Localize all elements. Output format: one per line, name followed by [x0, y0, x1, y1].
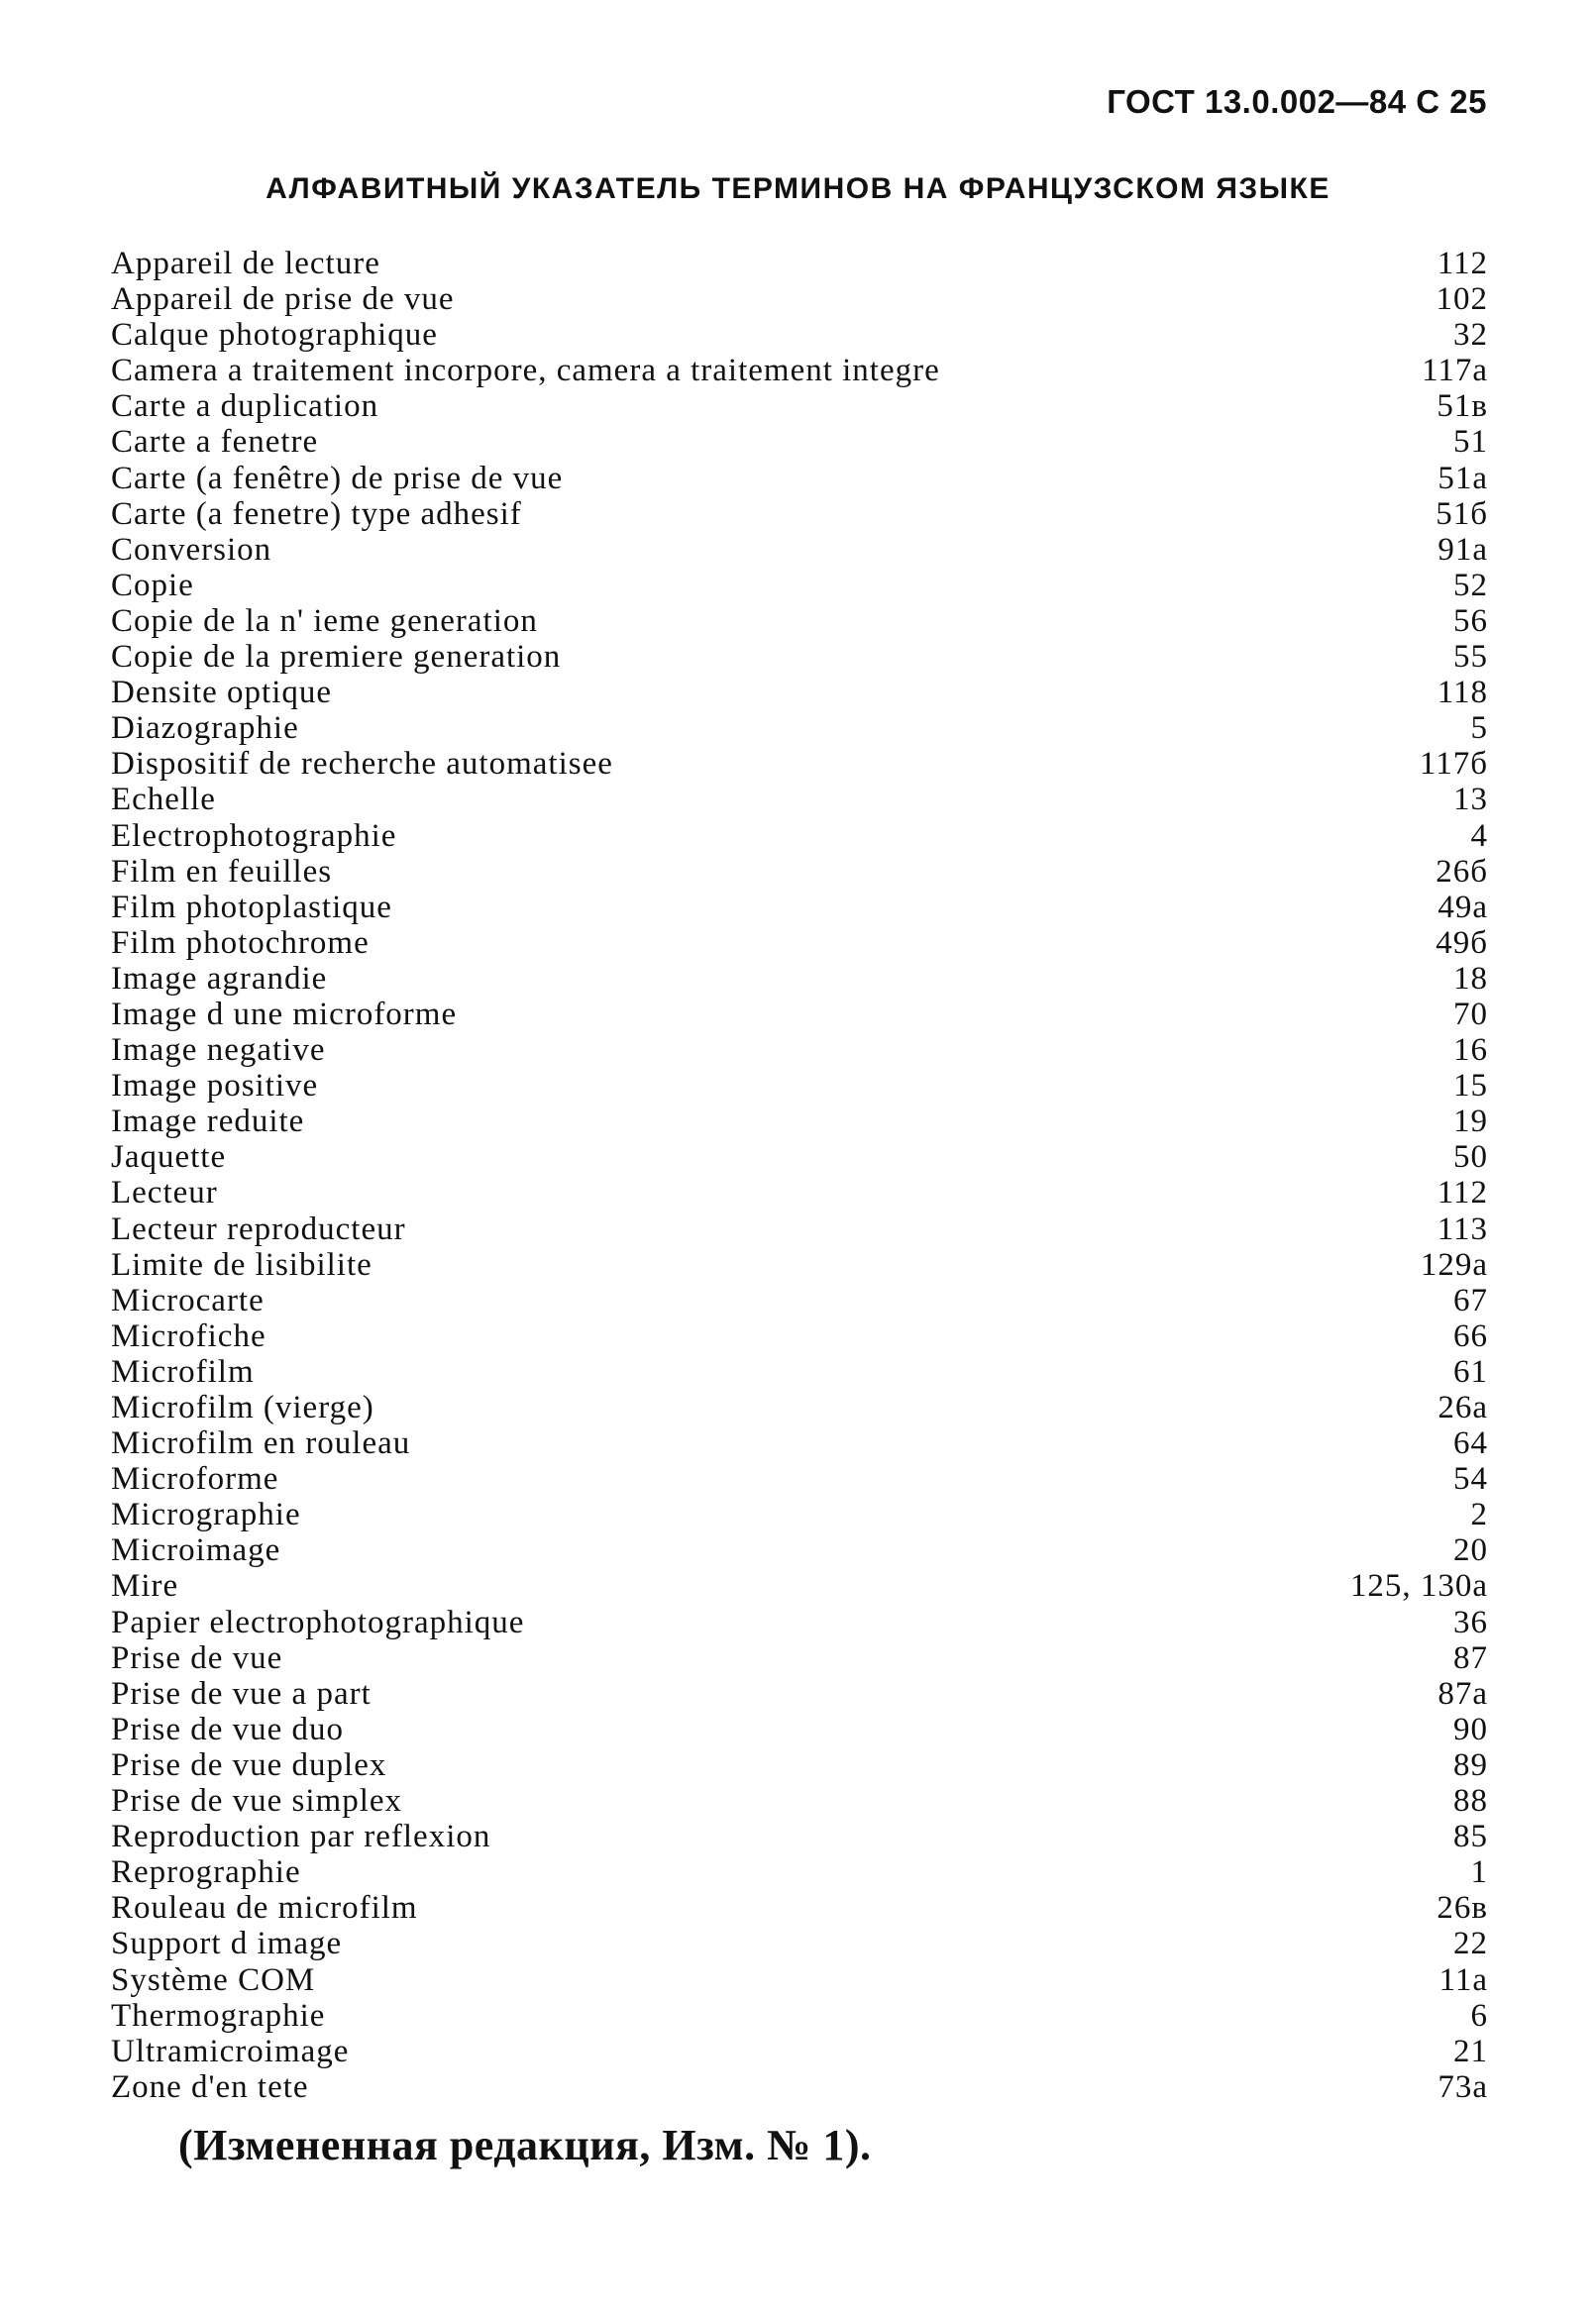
index-entry — [111, 246, 1488, 281]
index-entry — [111, 961, 1488, 997]
index-term-number: 51б — [1436, 495, 1488, 532]
page-header-standard-ref: ГОСТ 13.0.002—84 С 25 — [1107, 83, 1487, 120]
index-term-number: 16 — [1453, 1032, 1488, 1069]
index-term: Copie — [111, 567, 194, 603]
index-term-number: 113 — [1436, 1211, 1488, 1247]
index-term-number: 87 — [1453, 1639, 1488, 1676]
index-term: Micrographie — [111, 1497, 301, 1533]
index-term: Image positive — [111, 1068, 319, 1105]
index-term-number: 15 — [1453, 1068, 1488, 1105]
index-term: Copie de la premiere generation — [111, 639, 562, 676]
index-term-number: 88 — [1453, 1783, 1488, 1820]
index-term-number: 117a — [1422, 353, 1488, 389]
index-entry — [111, 782, 1488, 817]
index-term: Image agrandie — [111, 960, 328, 997]
index-term-number: 117б — [1419, 746, 1488, 783]
index-term-number: 5 — [1470, 710, 1488, 747]
index-term: Support d image — [111, 1926, 343, 1962]
index-entry — [111, 1747, 1488, 1783]
index-entry — [111, 1318, 1488, 1354]
index-term-number: 125, 130a — [1349, 1568, 1488, 1605]
index-entry — [111, 639, 1488, 675]
index-entry — [111, 1926, 1488, 1961]
index-entry — [111, 2034, 1488, 2069]
index-term: Film en feuilles — [111, 853, 333, 890]
index-entry — [111, 1104, 1488, 1139]
index-title: АЛФАВИТНЫЙ УКАЗАТЕЛЬ ТЕРМИНОВ НА ФРАНЦУЗСКОМ ЯЗЫКЕ — [266, 172, 1330, 205]
index-term-number: 4 — [1470, 817, 1488, 854]
index-term: Prise de vue duo — [111, 1711, 345, 1747]
index-term-number: 67 — [1453, 1282, 1488, 1318]
index-term-number: 22 — [1453, 1926, 1488, 1962]
index-term-number: 56 — [1453, 602, 1488, 639]
index-term-number: 61 — [1453, 1353, 1488, 1390]
index-term: Diazographie — [111, 710, 299, 747]
index-term-number: 51в — [1436, 388, 1488, 425]
index-term: Microfilm — [111, 1353, 255, 1390]
index-term: Film photoplastique — [111, 889, 392, 925]
index-entry — [111, 353, 1488, 388]
index-term-number: 50 — [1453, 1139, 1488, 1176]
index-entry — [111, 532, 1488, 568]
index-term: Prise de vue duplex — [111, 1746, 387, 1783]
index-term-number: 73a — [1437, 2068, 1488, 2105]
index-term: Image negative — [111, 1032, 326, 1069]
index-entry — [111, 568, 1488, 603]
index-term-number: 6 — [1470, 1997, 1488, 2034]
index-term-number: 66 — [1453, 1317, 1488, 1354]
index-term-number: 13 — [1453, 782, 1488, 818]
index-term-number: 112 — [1436, 246, 1488, 281]
revision-note: (Измененная редакция, Изм. № 1). — [178, 2121, 872, 2169]
index-term-number: 51 — [1453, 424, 1488, 461]
index-term: Echelle — [111, 782, 216, 818]
index-term-number: 49б — [1436, 924, 1488, 961]
index-term: Carte a fenetre — [111, 424, 319, 461]
index-term-number: 102 — [1436, 281, 1488, 318]
index-term-number: 26a — [1437, 1390, 1488, 1425]
index-term-number: 54 — [1453, 1461, 1488, 1498]
index-entry — [111, 1283, 1488, 1318]
index-term: Microimage — [111, 1532, 281, 1569]
index-term-number: 87a — [1437, 1675, 1488, 1712]
index-term-number: 18 — [1453, 960, 1488, 997]
index-entry — [111, 925, 1488, 961]
index-term-number: 51a — [1437, 460, 1488, 496]
index-entry — [111, 1568, 1488, 1604]
index-entry — [111, 317, 1488, 353]
index-entry — [111, 746, 1488, 782]
index-entry — [111, 997, 1488, 1032]
index-term-number: 20 — [1453, 1532, 1488, 1569]
index-term: Reprographie — [111, 1854, 301, 1891]
index-entry — [111, 1247, 1488, 1283]
index-term: Prise de vue — [111, 1639, 283, 1676]
index-entry — [111, 1676, 1488, 1712]
index-entry — [111, 1461, 1488, 1497]
index-term: Dispositif de recherche automatisee — [111, 746, 613, 783]
index-entry — [111, 1783, 1488, 1819]
index-term: Prise de vue a part — [111, 1675, 372, 1712]
index-term: Papier electrophotographique — [111, 1604, 525, 1640]
index-term: Rouleau de microfilm — [111, 1890, 418, 1927]
index-entry — [111, 1068, 1488, 1104]
index-entry — [111, 1032, 1488, 1068]
index-term: Microcarte — [111, 1282, 265, 1318]
index-entry — [111, 496, 1488, 532]
index-term: Microfilm (vierge) — [111, 1390, 374, 1425]
index-term: Microfiche — [111, 1317, 266, 1354]
index-term: Zone d'en tete — [111, 2068, 309, 2105]
index-entry — [111, 1425, 1488, 1461]
index-entry — [111, 1890, 1488, 1926]
index-term: Prise de vue simplex — [111, 1783, 403, 1820]
index-term: Image d une microforme — [111, 996, 458, 1032]
index-term: Jaquette — [111, 1139, 227, 1176]
index-term: Film photochrome — [111, 924, 370, 961]
index-term-number: 21 — [1453, 2033, 1488, 2069]
index-term: Camera a traitement incorpore, camera a traitement integre — [111, 353, 940, 389]
index-term: Carte (a fenetre) type adhesif — [111, 495, 522, 532]
index-term: Mire — [111, 1568, 179, 1605]
index-term-number: 91a — [1437, 531, 1488, 568]
index-entry — [111, 461, 1488, 496]
index-term: Image reduite — [111, 1104, 305, 1140]
index-term-number: 90 — [1453, 1711, 1488, 1747]
index-term: Copie de la n' ieme generation — [111, 602, 538, 639]
index-term: Appareil de lecture — [111, 246, 380, 281]
index-entry — [111, 1712, 1488, 1747]
index-entry — [111, 1819, 1488, 1854]
index-entry — [111, 1211, 1488, 1247]
index-term: Calque photographique — [111, 317, 438, 354]
index-term-number: 2 — [1470, 1497, 1488, 1533]
index-term: Conversion — [111, 531, 272, 568]
index-entry — [111, 1354, 1488, 1390]
index-term-number: 64 — [1453, 1425, 1488, 1462]
index-term: Densite optique — [111, 675, 333, 711]
index-entry — [111, 424, 1488, 460]
index-term-number: 1 — [1470, 1854, 1488, 1891]
index-term-number: 112 — [1436, 1175, 1488, 1211]
index-entry — [111, 1532, 1488, 1568]
index-term-number: 32 — [1453, 317, 1488, 354]
index-entry — [111, 603, 1488, 639]
index-term: Système COM — [111, 1961, 316, 1998]
index-term-number: 26в — [1436, 1890, 1488, 1927]
index-term-number: 36 — [1453, 1604, 1488, 1640]
index-term-number: 70 — [1453, 996, 1488, 1032]
index-entry — [111, 2069, 1488, 2105]
index-entry — [111, 890, 1488, 925]
index-term: Appareil de prise de vue — [111, 281, 455, 318]
index-entry — [111, 854, 1488, 890]
index-term: Microfilm en rouleau — [111, 1425, 411, 1462]
index-entry — [111, 1605, 1488, 1640]
index-term-number: 49a — [1437, 889, 1488, 925]
index-entry — [111, 1175, 1488, 1211]
index-entry — [111, 1962, 1488, 1998]
index-term-number: 85 — [1453, 1819, 1488, 1855]
index-term-number: 52 — [1453, 567, 1488, 603]
index-term: Limite de lisibilite — [111, 1246, 372, 1283]
index-term: Carte (a fenêtre) de prise de vue — [111, 460, 564, 496]
index-entry — [111, 1139, 1488, 1175]
index-term-number: 129a — [1420, 1246, 1488, 1283]
index-entry — [111, 818, 1488, 854]
index-term: Lecteur — [111, 1175, 218, 1211]
index-entry — [111, 1640, 1488, 1676]
index-entry — [111, 388, 1488, 424]
index-term: Ultramicroimage — [111, 2033, 350, 2069]
index-entry — [111, 1998, 1488, 2034]
index-term-number: 26б — [1436, 853, 1488, 890]
index-entry — [111, 1390, 1488, 1425]
index-entry — [111, 710, 1488, 746]
index-term: Carte a duplication — [111, 388, 379, 425]
index-term-number: 89 — [1453, 1746, 1488, 1783]
index-term-number: 19 — [1453, 1104, 1488, 1140]
index-list — [111, 246, 1488, 2105]
index-entry — [111, 675, 1488, 710]
index-entry — [111, 1497, 1488, 1532]
index-entry — [111, 1854, 1488, 1890]
index-term: Electrophotographie — [111, 817, 397, 854]
index-term: Thermographie — [111, 1997, 326, 2034]
index-term-number: 118 — [1436, 675, 1488, 711]
index-entry — [111, 281, 1488, 317]
index-term: Reproduction par reflexion — [111, 1819, 491, 1855]
index-term: Microforme — [111, 1461, 279, 1498]
index-term-number: 11a — [1438, 1961, 1488, 1998]
index-term: Lecteur reproducteur — [111, 1211, 406, 1247]
index-term-number: 55 — [1453, 639, 1488, 676]
